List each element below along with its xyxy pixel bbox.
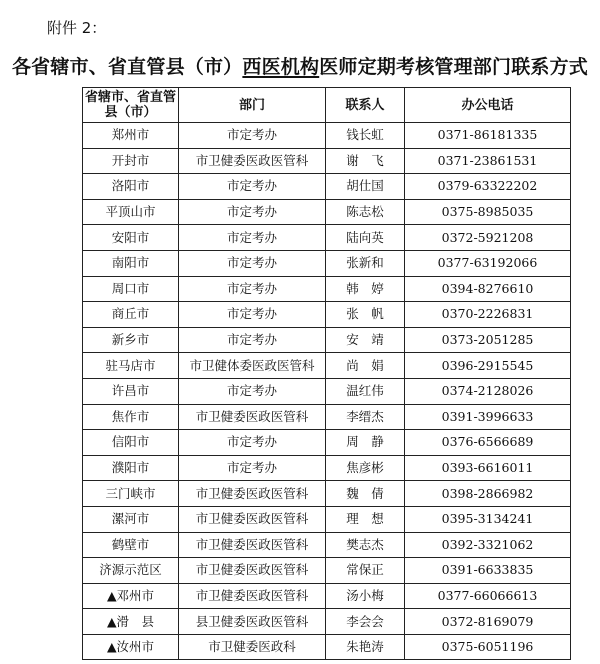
department-cell: 市卫健委医政医管科: [179, 532, 326, 558]
city-cell: 安阳市: [83, 225, 179, 251]
contact-cell: 樊志杰: [326, 532, 405, 558]
contacts-table: [82, 87, 571, 660]
table-row: [83, 225, 571, 251]
header-row: [83, 88, 571, 123]
phone-cell: 0398-2866982: [405, 481, 571, 507]
contact-cell: 陆向英: [326, 225, 405, 251]
phone-cell: 0396-2915545: [405, 353, 571, 379]
city-cell: 漯河市: [83, 506, 179, 532]
table-row: [83, 583, 571, 609]
city-cell: ▲汝州市: [83, 634, 179, 660]
contact-cell: 胡仕国: [326, 174, 405, 200]
city-cell: 驻马店市: [83, 353, 179, 379]
department-cell: 县卫健委医政医管科: [179, 609, 326, 635]
contact-cell: 张 帆: [326, 302, 405, 328]
column-header-department: 部门: [179, 88, 326, 123]
city-cell: 许昌市: [83, 378, 179, 404]
phone-cell: 0374-2128026: [405, 378, 571, 404]
department-cell: 市定考办: [179, 430, 326, 456]
contact-cell: 张新和: [326, 250, 405, 276]
table-row: [83, 353, 571, 379]
city-cell: 三门峡市: [83, 481, 179, 507]
table-row: [83, 302, 571, 328]
phone-cell: 0371-86181335: [405, 123, 571, 149]
city-cell: ▲滑 县: [83, 609, 179, 635]
city-cell: 济源示范区: [83, 558, 179, 584]
contact-cell: 温红伟: [326, 378, 405, 404]
contact-cell: 尚 娟: [326, 353, 405, 379]
department-cell: 市定考办: [179, 378, 326, 404]
phone-cell: 0377-66066613: [405, 583, 571, 609]
column-header-phone: 办公电话: [405, 88, 571, 123]
department-cell: 市定考办: [179, 302, 326, 328]
department-cell: 市卫健委医政医管科: [179, 583, 326, 609]
department-cell: 市卫健委医政医管科: [179, 148, 326, 174]
column-header-city: 省辖市、省直管县（市）: [83, 88, 179, 123]
department-cell: 市定考办: [179, 174, 326, 200]
city-cell: 周口市: [83, 276, 179, 302]
contact-cell: 周 静: [326, 430, 405, 456]
table-row: [83, 174, 571, 200]
phone-cell: 0395-3134241: [405, 506, 571, 532]
phone-cell: 0394-8276610: [405, 276, 571, 302]
title-part-contacts: 医师定期考核管理部门联系方式: [319, 56, 589, 78]
table-body: [83, 123, 571, 660]
phone-cell: 0371-23861531: [405, 148, 571, 174]
column-header-contact: 联系人: [326, 88, 405, 123]
contact-cell: 常保正: [326, 558, 405, 584]
table-row: [83, 123, 571, 149]
table-row: [83, 455, 571, 481]
table-row: [83, 327, 571, 353]
table-row: [83, 199, 571, 225]
department-cell: 市定考办: [179, 123, 326, 149]
contact-cell: 焦彦彬: [326, 455, 405, 481]
department-cell: 市卫健委医政医管科: [179, 506, 326, 532]
department-cell: 市卫健体委医政医管科: [179, 353, 326, 379]
contact-cell: 陈志松: [326, 199, 405, 225]
table-row: [83, 430, 571, 456]
contact-cell: 理 想: [326, 506, 405, 532]
department-cell: 市卫健委医政医管科: [179, 481, 326, 507]
phone-cell: 0392-3321062: [405, 532, 571, 558]
table-row: [83, 634, 571, 660]
department-cell: 市卫健委医政医管科: [179, 404, 326, 430]
city-cell: 信阳市: [83, 430, 179, 456]
table-row: [83, 532, 571, 558]
phone-cell: 0377-63192066: [405, 250, 571, 276]
document-title: [0, 55, 600, 79]
city-cell: 南阳市: [83, 250, 179, 276]
phone-cell: 0373-2051285: [405, 327, 571, 353]
contact-cell: 韩 婷: [326, 276, 405, 302]
phone-cell: 0370-2226831: [405, 302, 571, 328]
city-cell: 开封市: [83, 148, 179, 174]
city-cell: 平顶山市: [83, 199, 179, 225]
phone-cell: 0391-3996633: [405, 404, 571, 430]
phone-cell: 0391-6633835: [405, 558, 571, 584]
table-row: [83, 250, 571, 276]
city-cell: 新乡市: [83, 327, 179, 353]
phone-cell: 0372-8169079: [405, 609, 571, 635]
city-cell: 濮阳市: [83, 455, 179, 481]
contact-cell: 谢 飞: [326, 148, 405, 174]
city-cell: 洛阳市: [83, 174, 179, 200]
department-cell: 市定考办: [179, 455, 326, 481]
phone-cell: 0375-8985035: [405, 199, 571, 225]
phone-cell: 0372-5921208: [405, 225, 571, 251]
contact-cell: 朱艳涛: [326, 634, 405, 660]
city-cell: 焦作市: [83, 404, 179, 430]
department-cell: 市定考办: [179, 199, 326, 225]
contact-cell: 李缙杰: [326, 404, 405, 430]
contact-cell: 安 靖: [326, 327, 405, 353]
table-row: [83, 558, 571, 584]
department-cell: 市定考办: [179, 276, 326, 302]
table-header: [83, 88, 571, 123]
table-row: [83, 506, 571, 532]
department-cell: 市定考办: [179, 327, 326, 353]
table-row: [83, 481, 571, 507]
city-cell: 郑州市: [83, 123, 179, 149]
table-row: [83, 404, 571, 430]
city-cell: 商丘市: [83, 302, 179, 328]
table-row: [83, 609, 571, 635]
phone-cell: 0376-6566689: [405, 430, 571, 456]
contact-cell: 李会会: [326, 609, 405, 635]
city-cell: ▲邓州市: [83, 583, 179, 609]
phone-cell: 0379-63322202: [405, 174, 571, 200]
table-row: [83, 378, 571, 404]
table-row: [83, 148, 571, 174]
title-part-western-medicine: 西医机构: [242, 56, 320, 78]
contact-cell: 汤小梅: [326, 583, 405, 609]
contact-cell: 钱长虹: [326, 123, 405, 149]
contact-cell: 魏 倩: [326, 481, 405, 507]
phone-cell: 0375-6051196: [405, 634, 571, 660]
department-cell: 市定考办: [179, 225, 326, 251]
department-cell: 市定考办: [179, 250, 326, 276]
attachment-label: 附件 2：: [47, 19, 107, 37]
phone-cell: 0393-6616011: [405, 455, 571, 481]
department-cell: 市卫健委医政医管科: [179, 558, 326, 584]
title-part-regions: 各省辖市、省直管县（市）: [11, 56, 243, 78]
table-row: [83, 276, 571, 302]
city-cell: 鹤壁市: [83, 532, 179, 558]
department-cell: 市卫健委医政科: [179, 634, 326, 660]
